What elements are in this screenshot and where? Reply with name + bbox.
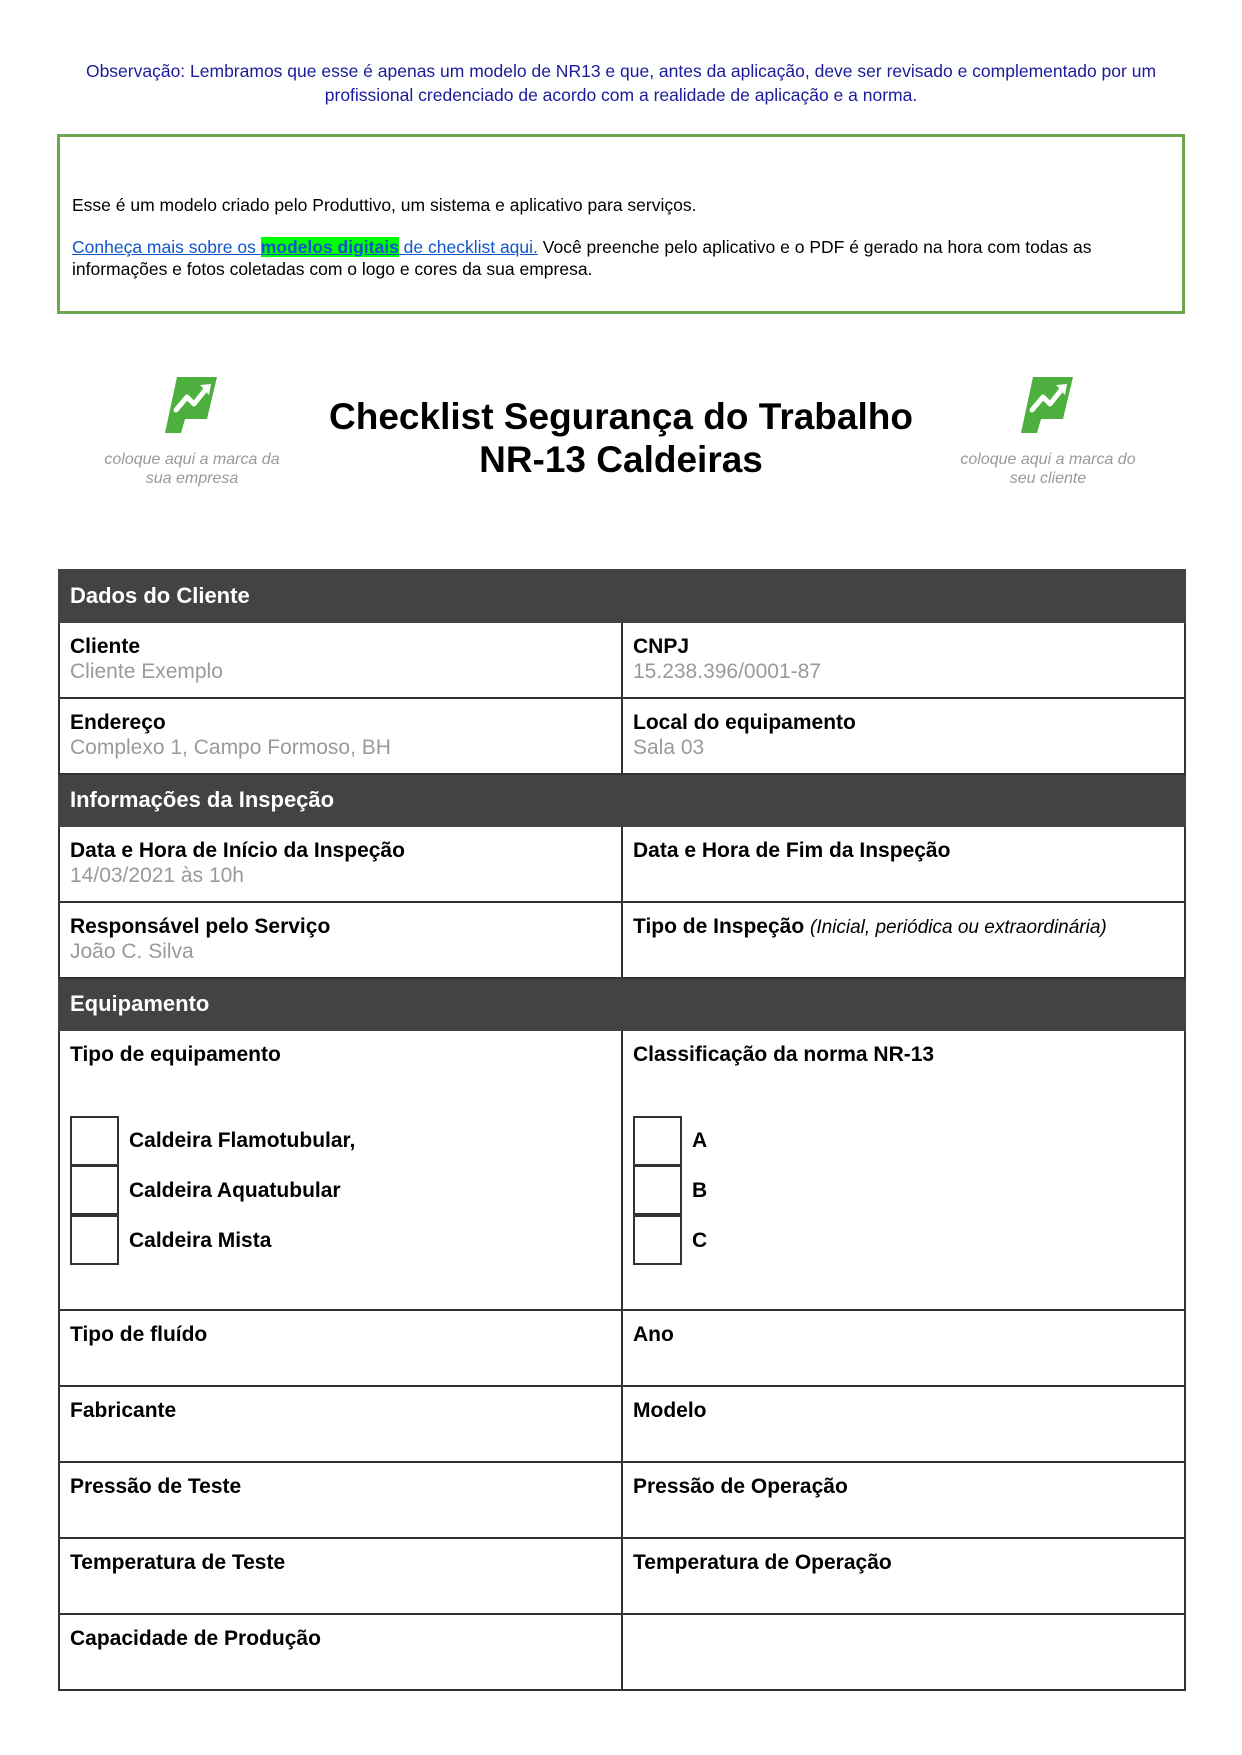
promo-box bbox=[57, 134, 1185, 314]
field-label: Modelo bbox=[633, 1399, 707, 1422]
field-label: Data e Hora de Fim da Inspeção bbox=[633, 839, 951, 862]
checkbox-label: B bbox=[692, 1179, 708, 1202]
observation-note: Observação: Lembramos que esse é apenas um modelo de NR13 e que, antes da aplicação, deve ser revisado e complementado por um profissional credenciado de acordo com a realidade de aplicação e a norma. bbox=[85, 61, 1157, 105]
trend-arrow-logo-icon bbox=[163, 375, 221, 435]
checkbox[interactable] bbox=[633, 1116, 682, 1166]
client-logo-caption: coloque aqui a marca do seu cliente bbox=[960, 451, 1136, 487]
field-label: Local do equipamento bbox=[633, 711, 856, 734]
field-label: Data e Hora de Início da Inspeção bbox=[70, 839, 405, 862]
field-label: Pressão de Operação bbox=[633, 1475, 848, 1498]
checkbox[interactable] bbox=[633, 1215, 682, 1265]
checkbox-group-tipo bbox=[70, 1116, 611, 1266]
section-header-inspection: Informações da Inspeção bbox=[59, 774, 1185, 826]
field-value: 15.238.396/0001-87 bbox=[633, 660, 822, 683]
field-value: Complexo 1, Campo Formoso, BH bbox=[70, 736, 391, 759]
promo-rest: Você preenche pelo aplicativo e o PDF é gerado na hora com todas as informações e fotos coletadas com o logo e cores da sua empresa. bbox=[72, 237, 1092, 279]
checkbox-label: Caldeira Aquatubular bbox=[129, 1179, 341, 1202]
company-logo bbox=[92, 370, 292, 488]
checkbox-item[interactable] bbox=[70, 1116, 611, 1166]
field-label: Temperatura de Operação bbox=[633, 1551, 892, 1574]
checkbox-item[interactable] bbox=[70, 1216, 611, 1266]
field-label: Tipo de fluído bbox=[70, 1323, 208, 1346]
checkbox[interactable] bbox=[70, 1215, 119, 1265]
company-logo-caption: coloque aqui a marca da sua empresa bbox=[104, 451, 280, 487]
field-empty bbox=[622, 1614, 1185, 1690]
field-label: Classificação da norma NR-13 bbox=[633, 1043, 935, 1066]
field-value: João C. Silva bbox=[70, 940, 194, 963]
section-header-client: Dados do Cliente bbox=[59, 570, 1185, 622]
field-hint: (Inicial, periódica ou extraordinária) bbox=[810, 917, 1107, 938]
checkbox-label: A bbox=[692, 1129, 708, 1152]
trend-arrow-logo-icon bbox=[1019, 375, 1077, 435]
page-title: Checklist Segurança do Trabalho NR-13 Caldeiras bbox=[329, 396, 913, 480]
field-temperatura-operacao[interactable] bbox=[622, 1538, 1185, 1614]
field-classificacao bbox=[622, 1030, 1185, 1310]
checkbox-label: C bbox=[692, 1229, 708, 1252]
field-label: Cliente bbox=[70, 635, 141, 658]
field-pressao-teste[interactable] bbox=[59, 1462, 622, 1538]
field-cliente[interactable] bbox=[59, 622, 622, 698]
field-label: Endereço bbox=[70, 711, 166, 734]
field-label: Pressão de Teste bbox=[70, 1475, 242, 1498]
field-tipo-equipamento bbox=[59, 1030, 622, 1310]
promo-intro: Esse é um modelo criado pelo Produttivo, um sistema e aplicativo para serviços. bbox=[72, 195, 697, 215]
checkbox[interactable] bbox=[633, 1165, 682, 1215]
checkbox[interactable] bbox=[70, 1165, 119, 1215]
field-fim-inspecao[interactable] bbox=[622, 826, 1185, 902]
checkbox[interactable] bbox=[70, 1116, 119, 1166]
checkbox-item[interactable] bbox=[633, 1216, 1174, 1266]
field-label: Responsável pelo Serviço bbox=[70, 915, 331, 938]
section-header-equipment: Equipamento bbox=[59, 978, 1185, 1030]
field-local-equipamento[interactable] bbox=[622, 698, 1185, 774]
promo-paragraph bbox=[72, 236, 1170, 280]
field-temperatura-teste[interactable] bbox=[59, 1538, 622, 1614]
field-ano[interactable] bbox=[622, 1310, 1185, 1386]
field-tipo-inspecao[interactable] bbox=[622, 902, 1185, 978]
field-value: Sala 03 bbox=[633, 736, 705, 759]
field-cnpj[interactable] bbox=[622, 622, 1185, 698]
field-capacidade-producao[interactable] bbox=[59, 1614, 622, 1690]
field-label: CNPJ bbox=[633, 635, 690, 658]
field-endereco[interactable] bbox=[59, 698, 622, 774]
field-label: Tipo de Inspeção (Inicial, periódica ou extraordinária) bbox=[633, 915, 1107, 938]
checkbox-item[interactable] bbox=[633, 1166, 1174, 1216]
checkbox-label: Caldeira Mista bbox=[129, 1229, 272, 1252]
field-value: 14/03/2021 às 10h bbox=[70, 864, 244, 887]
models-link-highlight[interactable]: modelos digitais bbox=[260, 237, 399, 257]
field-tipo-fluido[interactable] bbox=[59, 1310, 622, 1386]
models-link[interactable]: Conheça mais sobre os modelos digitais de checklist aqui. bbox=[72, 237, 538, 257]
field-label: Ano bbox=[633, 1323, 674, 1346]
checkbox-item[interactable] bbox=[633, 1116, 1174, 1166]
field-label: Capacidade de Produção bbox=[70, 1627, 321, 1650]
field-value: Cliente Exemplo bbox=[70, 660, 223, 683]
checkbox-group-classificacao bbox=[633, 1116, 1174, 1266]
field-label: Tipo de equipamento bbox=[70, 1043, 281, 1066]
inspection-form bbox=[58, 569, 1186, 1691]
field-pressao-operacao[interactable] bbox=[622, 1462, 1185, 1538]
field-modelo[interactable] bbox=[622, 1386, 1185, 1462]
field-label: Temperatura de Teste bbox=[70, 1551, 286, 1574]
field-inicio-inspecao[interactable] bbox=[59, 826, 622, 902]
checkbox-item[interactable] bbox=[70, 1166, 611, 1216]
checkbox-label: Caldeira Flamotubular, bbox=[129, 1129, 356, 1152]
document-header bbox=[0, 370, 1242, 510]
field-fabricante[interactable] bbox=[59, 1386, 622, 1462]
client-logo bbox=[948, 370, 1148, 488]
field-label: Fabricante bbox=[70, 1399, 177, 1422]
field-responsavel[interactable] bbox=[59, 902, 622, 978]
